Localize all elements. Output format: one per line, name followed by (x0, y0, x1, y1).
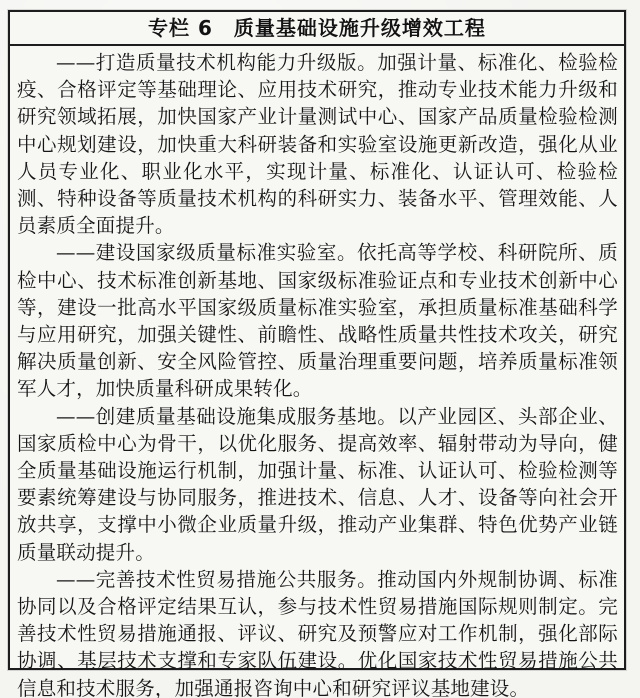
paragraph-national-quality-standard-labs: ——建设国家级质量标准实验室。依托高等学校、科研院所、质检中心、技术标准创新基地、国家级标准验证点和专业技术创新中心等，建设一批高水平国家级质量标准实验室，承担质量标准基础科学与应用研究，加强关键性、前瞻性、战略性质量共性技术攻关，研究解决质量创新、安全风险管控、质量治理重要问题，培养质量标准领军人才，加快质量科研成果转化。 (17, 241, 618, 401)
column-body (10, 46, 624, 698)
column-title: 专栏 6 质量基础设施升级增效工程 (10, 12, 624, 46)
paragraph-technical-trade-measures: ——完善技术性贸易措施公共服务。推动国内外规制协调、标准协同以及合格评定结果互认，参与技术性贸易措施国际规则制定。完善技术性贸易措施通报、评议、研究及预警应对工作机制，强化部际协调、基层技术支撑和专家队伍建设。优化国家技术性贸易措施公共信息和技术服务，加强通报咨询中心和研究评议基地建设。 (17, 567, 618, 698)
paragraph-integrated-service-bases: ——创建质量基础设施集成服务基地。以产业园区、头部企业、国家质检中心为骨干，以优化服务、提高效率、辐射带动为导向，健全质量基础设施运行机制，加强计量、标准、认证认可、检验检测等要素统筹建设与协同服务，推进技术、信息、人才、设备等向社会开放共享，支撑中小微企业质量升级，推动产业集群、特色优势产业链质量联动提升。 (17, 404, 618, 564)
paragraph-quality-tech-institutions: ——打造质量技术机构能力升级版。加强计量、标准化、检验检疫、合格评定等基础理论、应用技术研究，推动专业技术能力升级和研究领域拓展，加快国家产业计量测试中心、国家产品质量检验检测中心规划建设，加快重大科研装备和实验室设施更新改造，强化从业人员专业化、职业化水平，实现计量、标准化、认证认可、检验检测、特种设备等质量技术机构的科研实力、装备水平、管理效能、人员素质全面提升。 (17, 51, 618, 238)
column-box (8, 10, 626, 698)
